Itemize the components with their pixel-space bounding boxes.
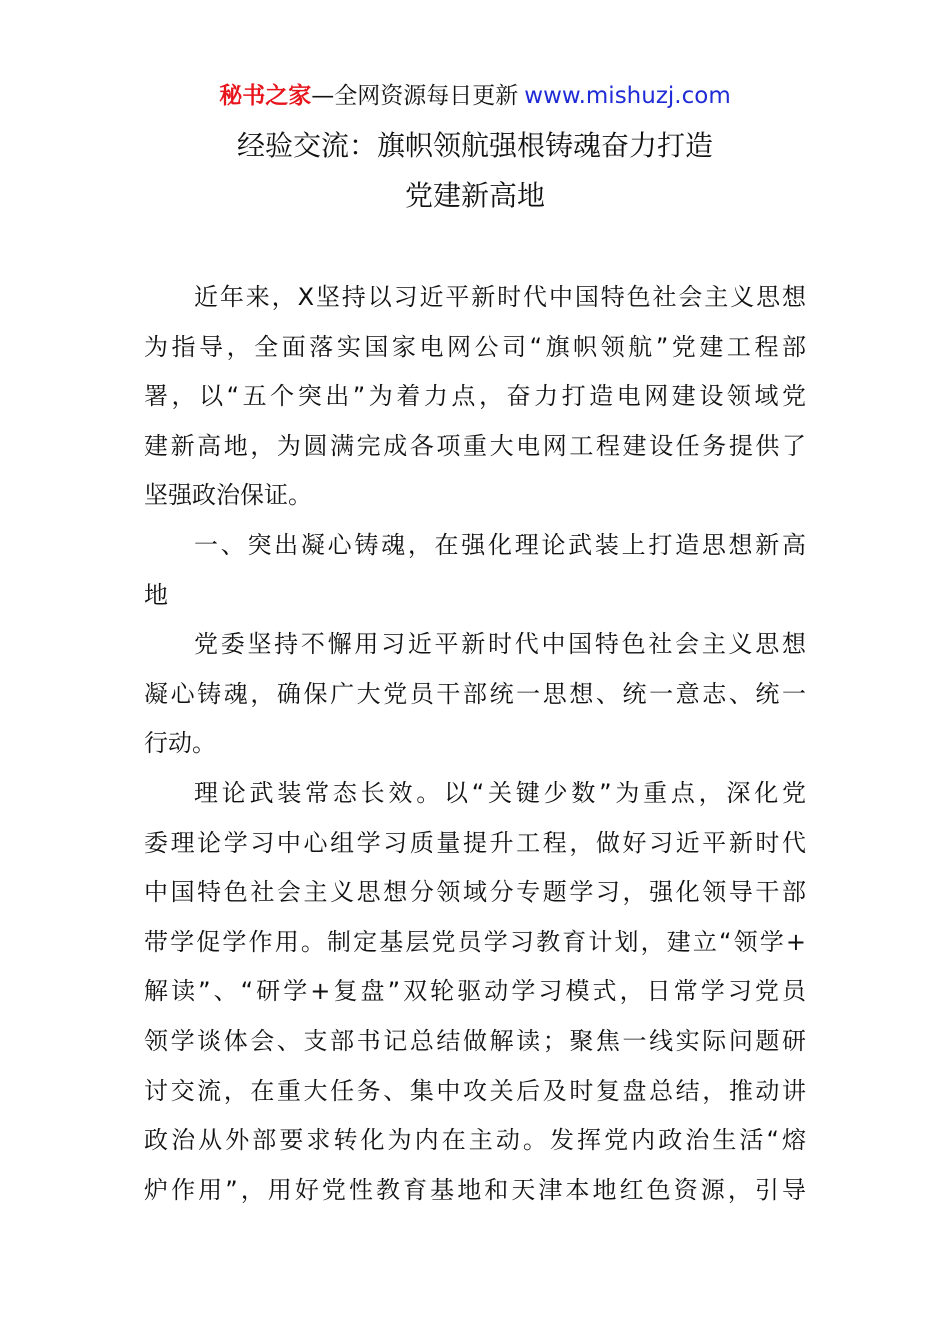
body-line: 党委坚持不懈用习近平新时代中国特色社会主义思想	[194, 630, 806, 659]
body-line: 凝心铸魂，确保广大党员干部统一思想、统一意志、统一	[144, 679, 806, 708]
body-line: 近年来，X坚持以习近平新时代中国特色社会主义思想	[194, 283, 806, 311]
section-heading-line: 一、突出凝心铸魂，在强化理论武装上打造思想新高	[194, 530, 806, 559]
body-line: 理论武装常态长效。以“关键少数”为重点，深化党	[194, 778, 806, 807]
body-line: 委理论学习中心组学习质量提升工程，做好习近平新时代	[144, 828, 806, 857]
site-brand: 秘书之家	[219, 83, 312, 109]
site-url-link[interactable]: www.mishuzj.com	[524, 83, 731, 109]
body-line: 建新高地，为圆满完成各项重大电网工程建设任务提供了	[144, 431, 806, 460]
document-title-line-1: 经验交流：旗帜领航强根铸魂奋力打造	[236, 129, 713, 162]
body-line: 讨交流，在重大任务、集中攻关后及时复盘总结，推动讲	[144, 1076, 806, 1105]
body-line: 坚强政治保证。	[144, 481, 312, 510]
section-heading-line: 地	[144, 580, 168, 609]
body-line: 署，以“五个突出”为着力点，奋力打造电网建设领域党	[144, 382, 806, 411]
body-line: 政治从外部要求转化为内在主动。发挥党内政治生活“熔	[144, 1126, 806, 1155]
body-line: 解读”、“研学+复盘”双轮驱动学习模式，日常学习党员	[144, 977, 806, 1006]
document-body	[144, 273, 806, 1215]
body-line: 为指导，全面落实国家电网公司“旗帜领航”党建工程部	[144, 332, 806, 361]
site-header	[0, 80, 950, 112]
document-title-line-2: 党建新高地	[404, 179, 545, 212]
body-line: 炉作用”，用好党性教育基地和天津本地红色资源，引导	[144, 1175, 806, 1204]
body-line: 领学谈体会、支部书记总结做解读；聚焦一线实际问题研	[144, 1026, 806, 1055]
site-tagline: —全网资源每日更新	[311, 83, 519, 109]
body-line: 带学促学作用。制定基层党员学习教育计划，建立“领学+	[144, 927, 806, 956]
body-line: 中国特色社会主义思想分领域分专题学习，强化领导干部	[144, 878, 806, 907]
body-line: 行动。	[144, 729, 216, 758]
